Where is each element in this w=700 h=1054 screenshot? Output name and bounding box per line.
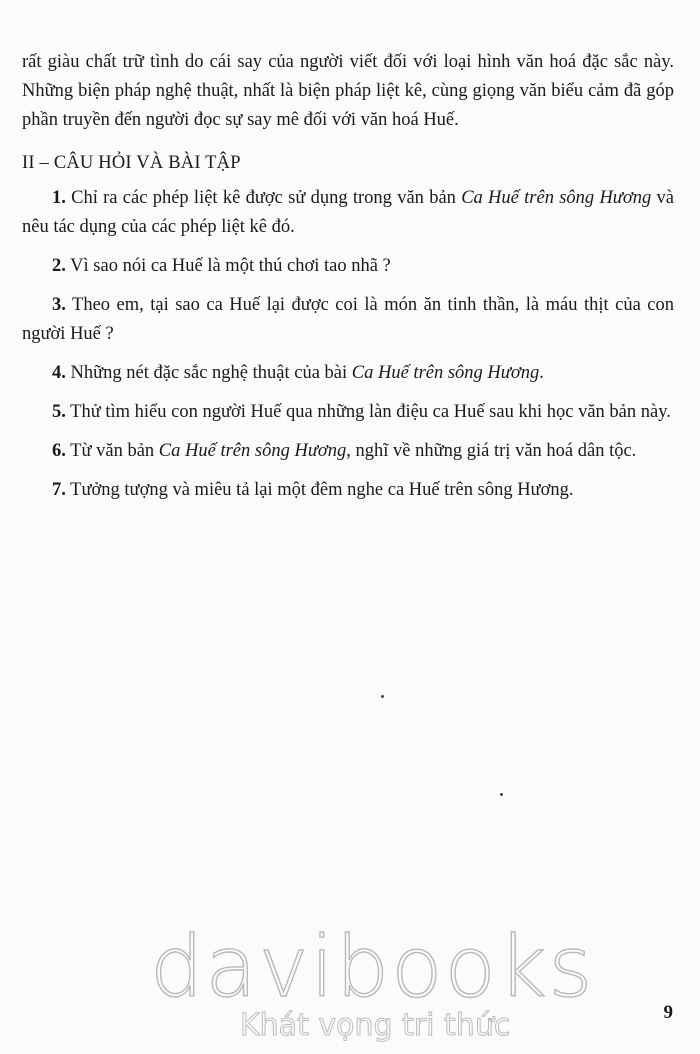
question-4: 4. Những nét đặc sắc nghệ thuật của bài Ca Huế trên sông Hương. <box>52 363 544 383</box>
question-1: 1. Chỉ ra các phép liệt kê được sử dụng trong văn bản Ca Huế trên sông Hương và nêu tác dụng của các phép liệt kê đó. <box>22 188 674 237</box>
page-number: 9 <box>663 1002 673 1023</box>
scan-speck <box>381 695 384 698</box>
question-7: 7. Tưởng tượng và miêu tả lại một đêm nghe ca Huế trên sông Hương. <box>52 480 574 500</box>
question-3: 3. Theo em, tại sao ca Huế lại được coi là món ăn tinh thần, là máu thịt của con người Huế ? <box>22 295 674 344</box>
watermark-logo: davibooks <box>150 918 595 1016</box>
question-5: 5. Thử tìm hiểu con người Huế qua những làn điệu ca Huế sau khi học văn bản này. <box>52 402 671 422</box>
question-6: 6. Từ văn bản Ca Huế trên sông Hương, nghĩ về những giá trị văn hoá dân tộc. <box>52 441 637 461</box>
question-2: 2. Vì sao nói ca Huế là một thú chơi tao nhã ? <box>52 256 391 276</box>
intro-paragraph: rất giàu chất trữ tình do cái say của người viết đối với loại hình văn hoá đặc sắc này. Những biện pháp nghệ thuật, nhất là biện pháp liệt kê, cùng giọng văn biểu cảm đã góp phần truyền đến người đọc sự say mê đối với văn hoá Huế. <box>22 52 674 130</box>
page-content <box>22 48 674 515</box>
section-heading: II – CÂU HỎI VÀ BÀI TẬP <box>22 153 241 173</box>
scan-speck <box>500 793 503 796</box>
watermark <box>150 918 595 1043</box>
watermark-tagline: Khát vọng tri thức <box>240 1008 511 1043</box>
